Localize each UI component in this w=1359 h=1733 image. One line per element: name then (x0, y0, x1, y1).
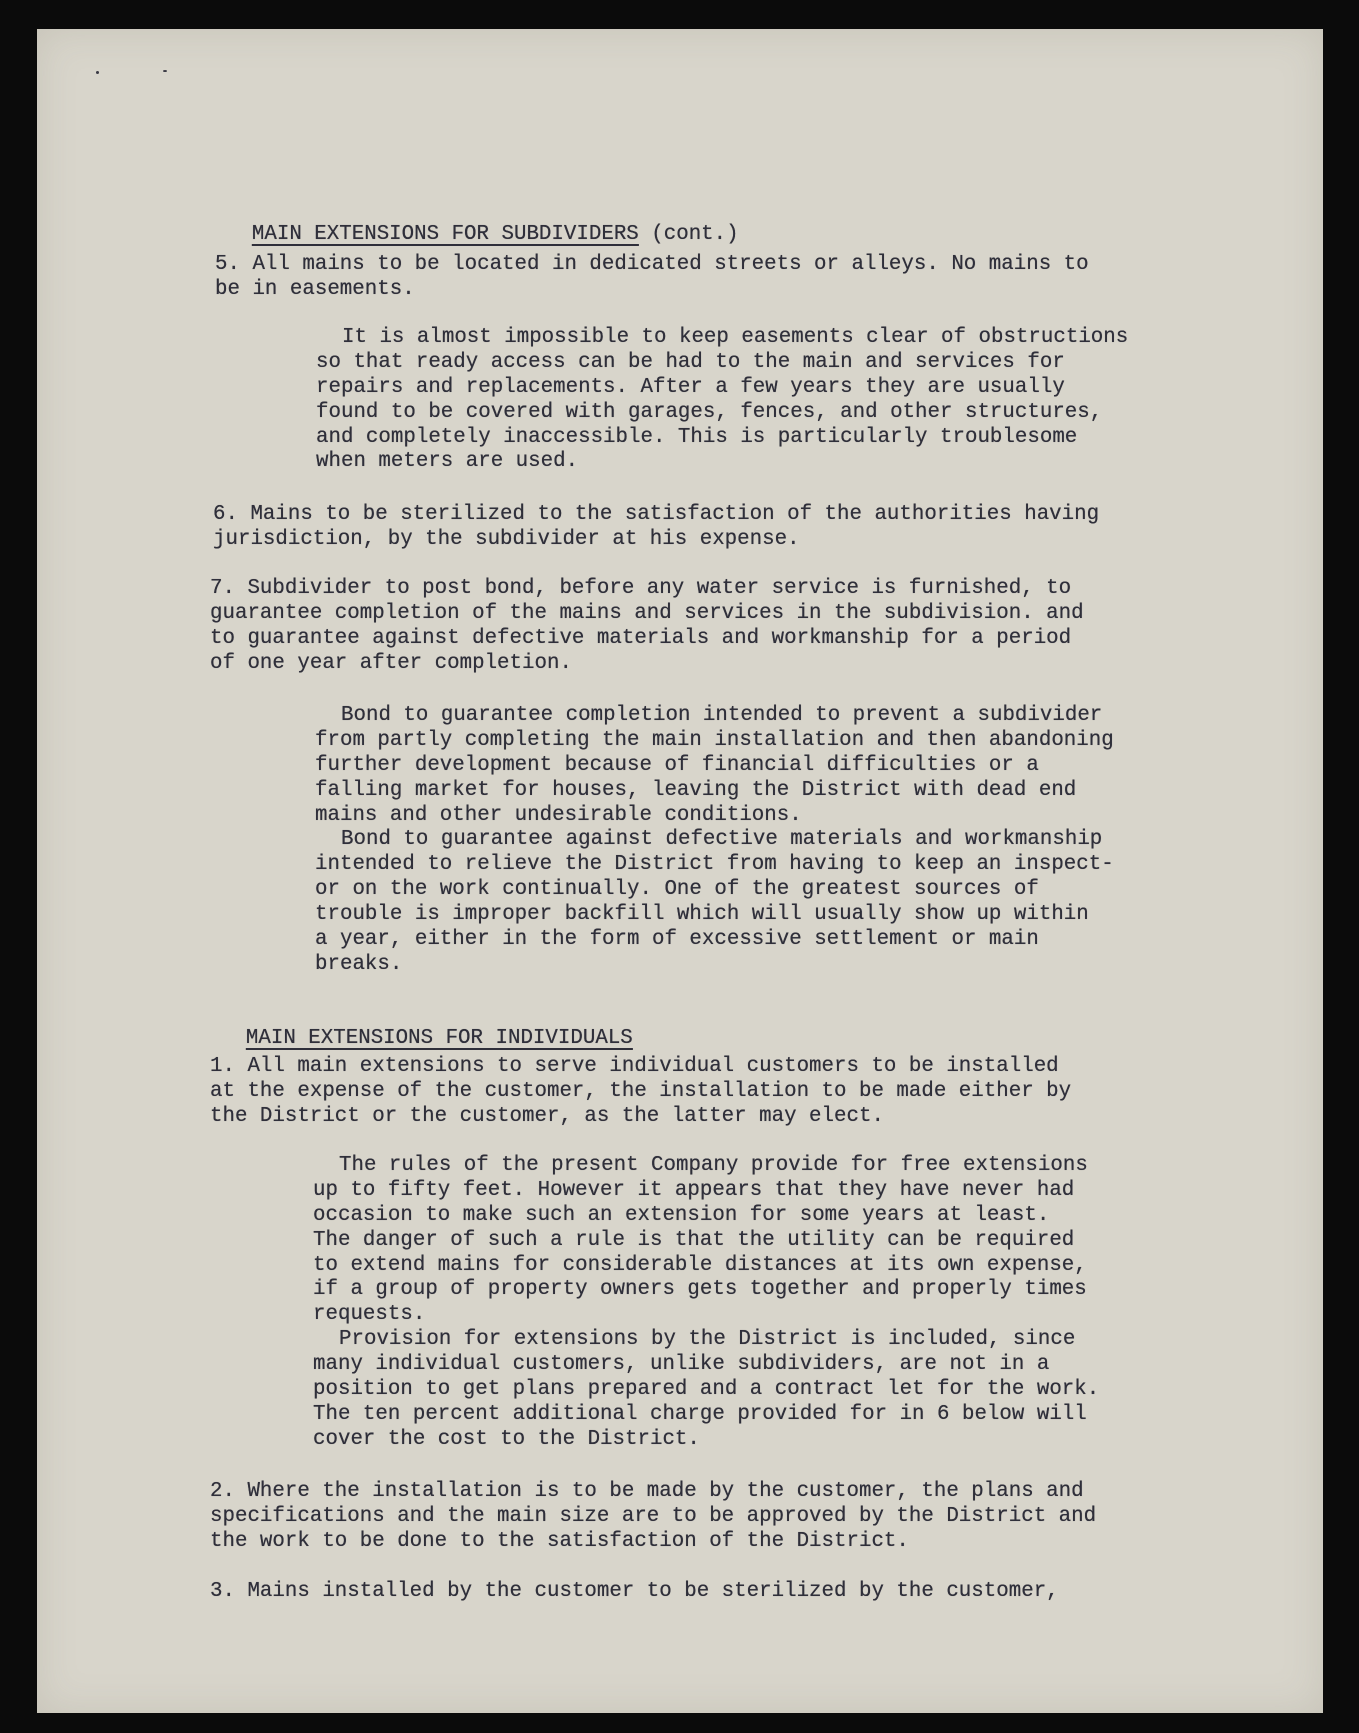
item-7-line: guarantee completion of the mains and services in the subdivision. and (210, 601, 1084, 625)
item-6-line: 6. Mains to be sterilized to the satisfaction of the authorities having (213, 503, 1100, 526)
note-line: trouble is improper backfill which will usually show up within (315, 903, 1089, 927)
item-3 (210, 1580, 1059, 1605)
item-2 (210, 1480, 1096, 1555)
note-line: found to be covered with garages, fences, and other structures, (316, 400, 1103, 424)
note-line: It is almost impossible to keep easements clear of obstructions (342, 326, 1129, 349)
item-5-line: 5. All mains to be located in dedicated streets or alleys. No mains to (215, 253, 1089, 276)
note-line: when meters are used. (316, 450, 579, 474)
note-line: so that ready access can be had to the main and services for (316, 350, 1065, 374)
note-line: The danger of such a rule is that the utility can be required (313, 1228, 1075, 1252)
section-heading-individuals (171, 1002, 633, 1050)
note-line: and completely inaccessible. This is particularly troublesome (316, 425, 1078, 449)
item-6 (213, 503, 1099, 553)
note-line: cover the cost to the District. (313, 1427, 700, 1451)
note-line: requests. (313, 1303, 426, 1327)
item-1-line: 1. All main extensions to serve individual customers to be installed (210, 1055, 1059, 1078)
scan-speck (163, 70, 167, 72)
item-2-line: 2. Where the installation is to be made by the customer, the plans and (210, 1480, 1084, 1503)
note-line: intended to relieve the District from having to keep an inspect- (315, 853, 1114, 877)
heading-text: MAIN EXTENSIONS FOR INDIVIDUALS (245, 1026, 633, 1050)
note-line: further development because of financial difficulties or a (315, 753, 1039, 777)
note-line: The ten percent additional charge provided for in 6 below will (313, 1402, 1087, 1426)
note-easements (316, 326, 1128, 475)
item-1-line: the District or the customer, as the latter may elect. (210, 1104, 884, 1128)
item-3-line: 3. Mains installed by the customer to be sterilized by the customer, (210, 1580, 1059, 1603)
note-line: a year, either in the form of excessive settlement or main (315, 928, 1039, 952)
item-7-line: to guarantee against defective materials and workmanship for a period (210, 626, 1072, 650)
note-line: Bond to guarantee against defective materials and workmanship (341, 828, 1103, 852)
note-line: breaks. (315, 952, 403, 976)
note-line: position to get plans prepared and a contract let for the work. (313, 1378, 1100, 1402)
item-5-line: be in easements. (215, 277, 415, 301)
item-5 (215, 253, 1089, 303)
note-line: from partly completing the main installation and then abandoning (315, 728, 1114, 752)
note-line: many individual customers, unlike subdividers, are not in a (313, 1353, 1050, 1377)
note-line: if a group of property owners gets together and properly times (313, 1278, 1087, 1302)
note-line: or on the work continually. One of the greatest sources of (315, 878, 1039, 902)
heading-suffix: (cont.) (638, 222, 739, 246)
note-line: Bond to guarantee completion intended to prevent a subdivider (341, 704, 1103, 727)
note-company-rules (313, 1154, 1099, 1453)
item-7-line: of one year after completion. (210, 651, 572, 675)
item-2-line: the work to be done to the satisfaction of the District. (210, 1529, 909, 1553)
note-line: mains and other undesirable conditions. (315, 803, 802, 827)
note-line: The rules of the present Company provide for free extensions (339, 1154, 1088, 1177)
heading-text: MAIN EXTENSIONS FOR SUBDIVIDERS (251, 222, 639, 246)
item-1 (210, 1055, 1071, 1130)
item-7 (210, 577, 1084, 677)
item-2-line: specifications and the main size are to be approved by the District and (210, 1504, 1097, 1528)
note-bond (315, 704, 1114, 978)
note-line: falling market for houses, leaving the District with dead end (315, 778, 1077, 802)
note-line: repairs and replacements. After a few years they are usually (316, 375, 1065, 399)
note-line: to extend mains for considerable distances at its own expense, (313, 1253, 1087, 1277)
item-7-line: 7. Subdivider to post bond, before any water service is furnished, to (210, 577, 1072, 600)
note-line: up to fifty feet. However it appears that they have never had (313, 1178, 1075, 1202)
item-1-line: at the expense of the customer, the installation to be made either by (210, 1079, 1072, 1103)
scan-speck (96, 71, 99, 74)
note-line: Provision for extensions by the District is included, since (339, 1328, 1076, 1352)
note-line: occasion to make such an extension for some years at least. (313, 1203, 1050, 1227)
section-heading-subdividers (177, 198, 739, 246)
item-6-line: jurisdiction, by the subdivider at his expense. (213, 527, 800, 551)
